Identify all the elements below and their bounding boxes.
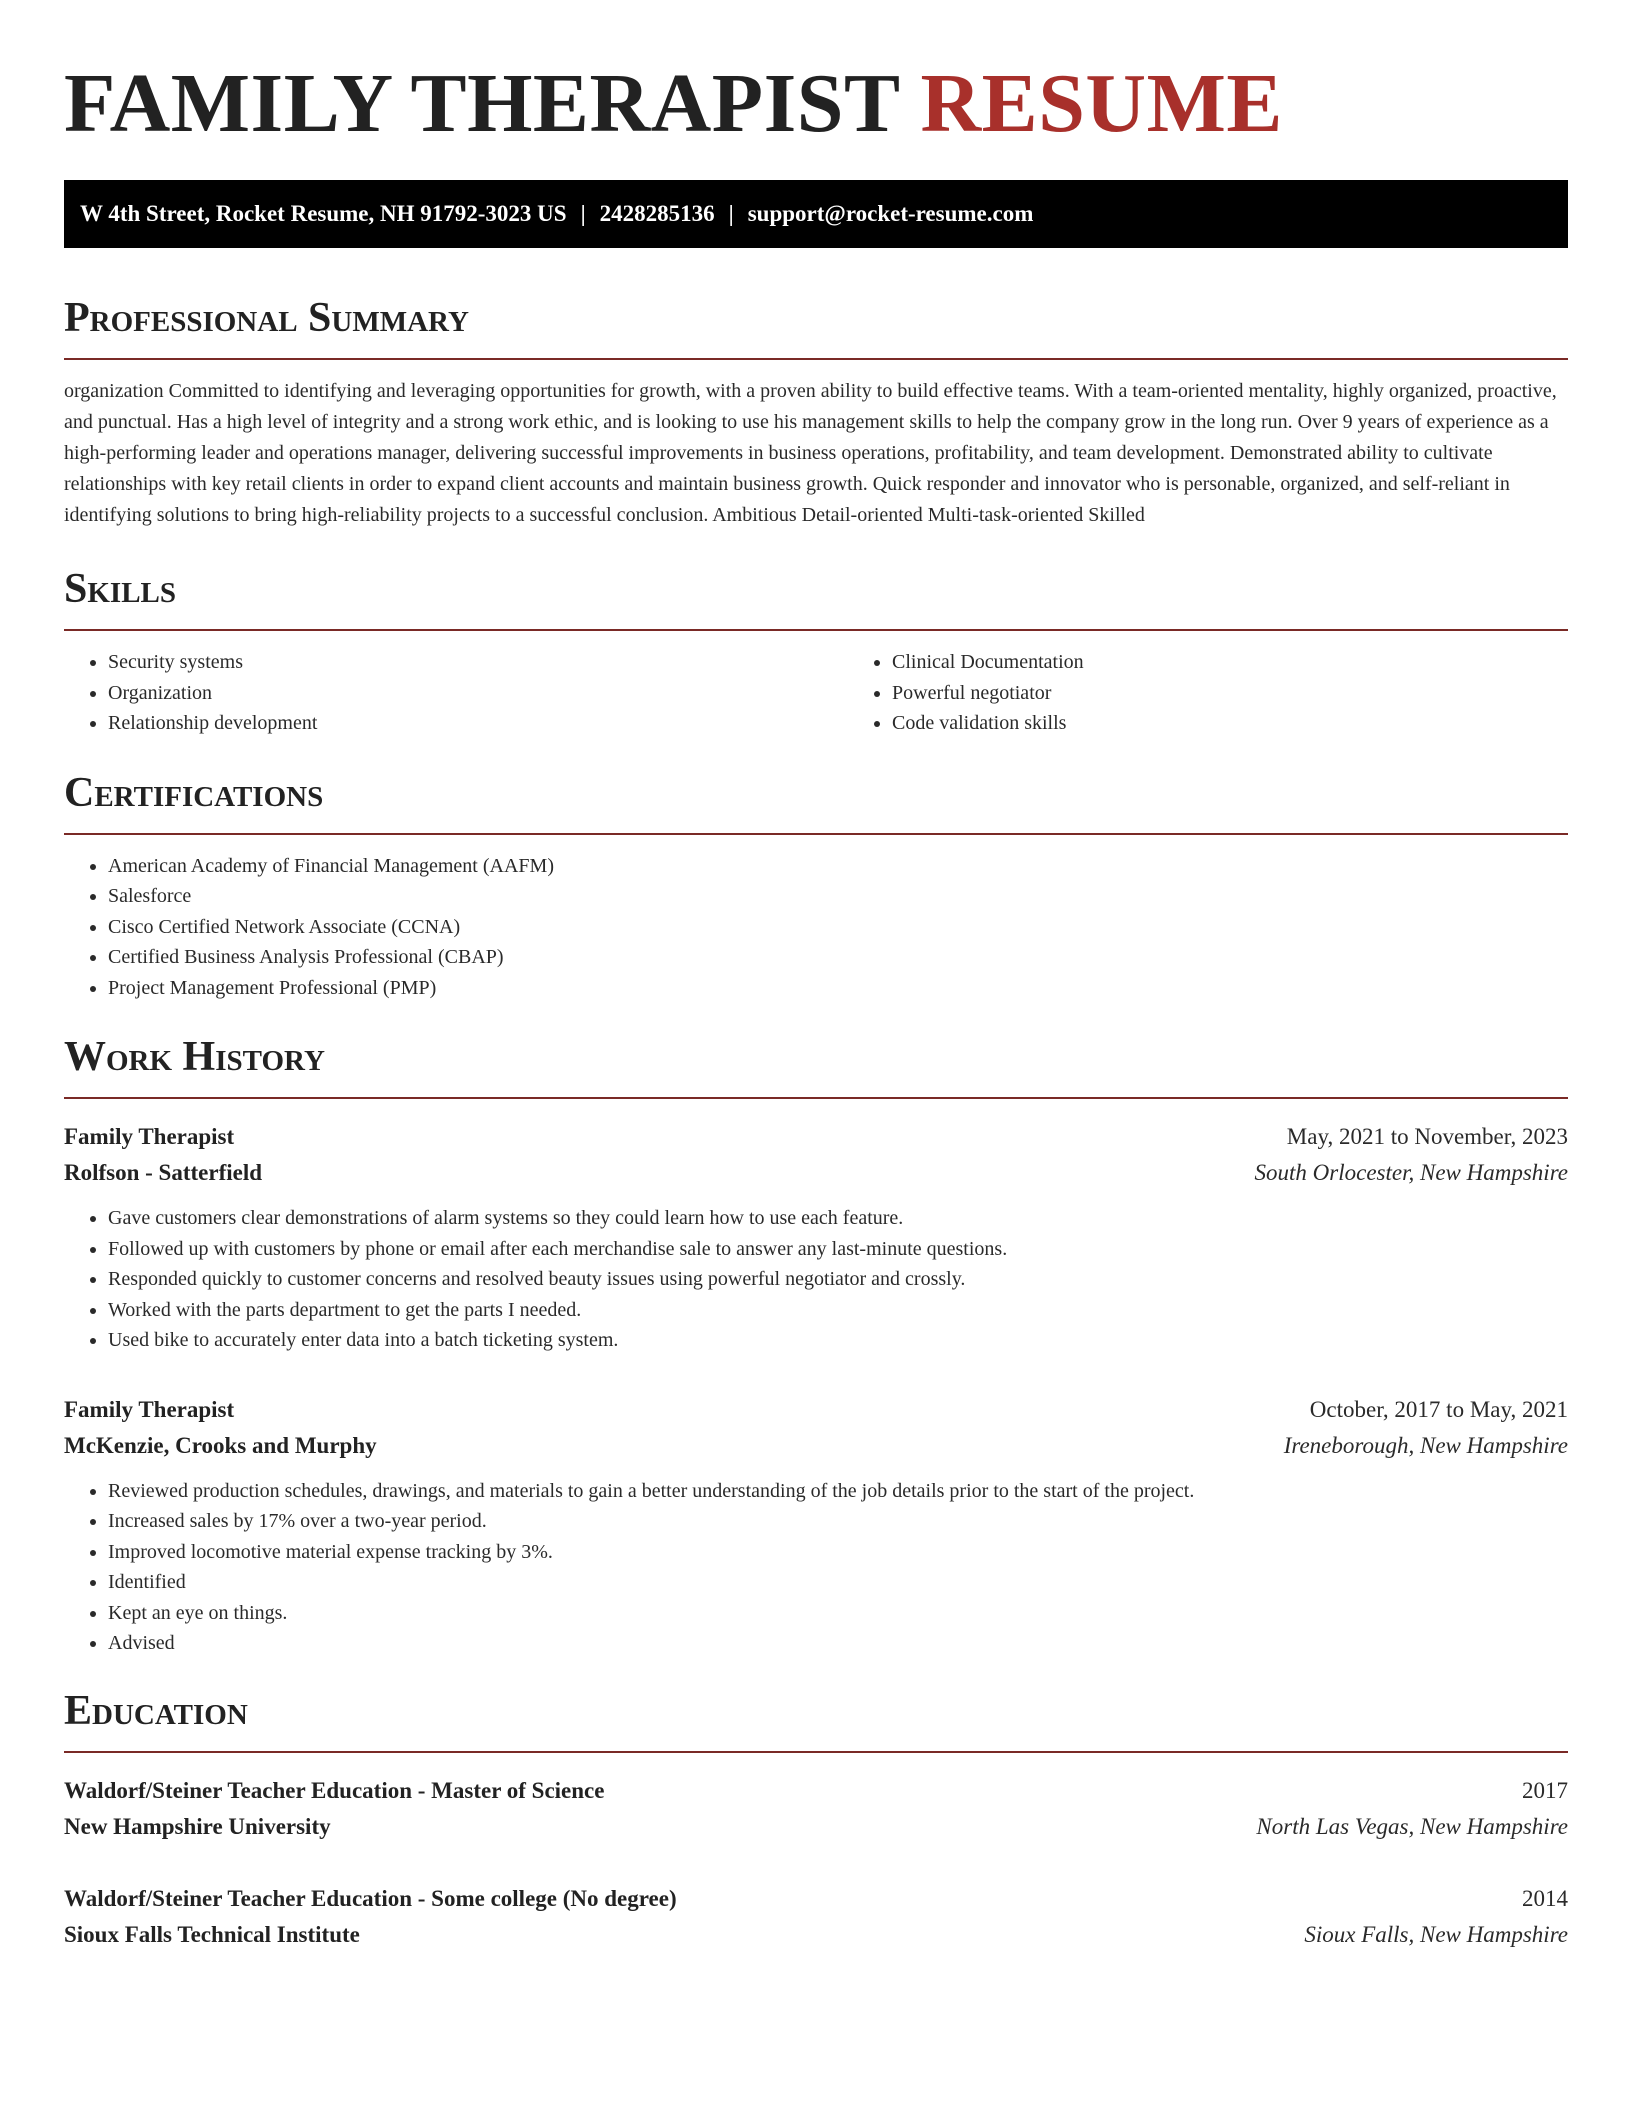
education-school: New Hampshire University — [64, 1813, 331, 1839]
job-dates: May, 2021 to November, 2023 — [1286, 1124, 1568, 1149]
job-duty-item: • Advised — [108, 1628, 1568, 1659]
job-dates: October, 2017 to May, 2021 — [1309, 1396, 1568, 1422]
summary-heading: Professional Summary — [64, 294, 1568, 360]
certification-item: • Salesforce — [108, 881, 1568, 912]
job-duty-item: • Responded quickly to customer concerns and resolved beauty issues using powerful negotiator and crossly. — [108, 1264, 1568, 1295]
certification-item: • Certified Business Analysis Professional (CBAP) — [108, 942, 1568, 973]
skill-item: • Code validation skills — [892, 708, 1568, 739]
certification-item: • Project Management Professional (PMP) — [108, 973, 1568, 1004]
contact-separator: | — [580, 201, 586, 226]
job-duty-item: • Reviewed production schedules, drawings, and materials to gain a better understanding of the job details prior to the start of the project. — [108, 1476, 1568, 1507]
job-duty-item: • Worked with the parts department to get the parts I needed. — [108, 1295, 1568, 1326]
certification-item: • Cisco Certified Network Associate (CCNA) — [108, 912, 1568, 943]
skills-column-2 — [848, 647, 1568, 739]
job-duty-item: • Followed up with customers by phone or email after each merchandise sale to answer any last-minute questions. — [108, 1234, 1568, 1265]
education-degree: Waldorf/Steiner Teacher Education - Master of Science — [64, 1777, 605, 1803]
job-location: Ireneborough, New Hampshire — [1283, 1432, 1568, 1458]
contact-address: W 4th Street, Rocket Resume, NH 91792-3023 US — [80, 201, 567, 226]
skills-heading: Skills — [64, 565, 1568, 631]
education-year: 2017 — [1522, 1777, 1568, 1803]
job-duty-item: • Increased sales by 17% over a two-year period. — [108, 1506, 1568, 1537]
education-degree: Waldorf/Steiner Teacher Education - Some college (No degree) — [64, 1885, 677, 1911]
certifications-list — [64, 851, 1568, 1004]
contact-bar — [64, 180, 1568, 248]
contact-separator: | — [728, 201, 734, 226]
job-title: Family Therapist — [64, 1396, 235, 1422]
resume-title — [64, 58, 1568, 150]
education-location: North Las Vegas, New Hampshire — [1256, 1813, 1568, 1839]
skills-column-1 — [64, 647, 848, 739]
skill-item: • Relationship development — [108, 708, 848, 739]
skills-list — [64, 647, 1568, 739]
title-main: FAMILY THERAPIST — [64, 57, 899, 150]
education-entry — [64, 1773, 1568, 1845]
job-entry — [64, 1392, 1568, 1659]
job-duties — [64, 1476, 1568, 1659]
job-title: Family Therapist — [64, 1124, 235, 1149]
education-heading: Education — [64, 1687, 1568, 1753]
job-duty-item: • Improved locomotive material expense tracking by 3%. — [108, 1537, 1568, 1568]
job-location: South Orlocester, New Hampshire — [1254, 1160, 1568, 1185]
skill-item: • Organization — [108, 678, 848, 709]
job-entry — [64, 1119, 1568, 1356]
work-history-heading: Work History — [64, 1033, 1568, 1099]
skill-item: • Powerful negotiator — [892, 678, 1568, 709]
skill-item: • Security systems — [108, 647, 848, 678]
education-location: Sioux Falls, New Hampshire — [1304, 1921, 1568, 1947]
job-company: Rolfson - Satterfield — [64, 1160, 263, 1185]
job-duties — [64, 1203, 1568, 1356]
contact-email[interactable]: support@rocket-resume.com — [747, 201, 1034, 226]
education-school: Sioux Falls Technical Institute — [64, 1921, 360, 1947]
job-duty-item: • Kept an eye on things. — [108, 1598, 1568, 1629]
job-company: McKenzie, Crooks and Murphy — [64, 1432, 377, 1458]
title-accent: RESUME — [920, 57, 1283, 150]
summary-text: organization Committed to identifying and leveraging opportunities for growth, with a proven ability to build effective teams. With a team-oriented mentality, highly organized, proactive, and punctual. Has a high level of integrity and a strong work ethic, and is looking to use his management skills to help the company grow in the long run. Over 9 years of experience as a high-performing leader and operations manager, delivering successful improvements in business operations, profitability, and team development. Demonstrated ability to cultivate relationships with key retail clients in order to expand client accounts and maintain business growth. Quick responder and innovator who is personable, organized, and self-reliant in identifying solutions to bring high-reliability projects to a successful conclusion. Ambitious Detail-oriented Multi-task-oriented Skilled — [64, 380, 1557, 526]
contact-phone[interactable]: 2428285136 — [599, 201, 715, 226]
job-duty-item: • Used bike to accurately enter data into a batch ticketing system. — [108, 1325, 1568, 1356]
education-year: 2014 — [1522, 1885, 1568, 1911]
skill-item: • Clinical Documentation — [892, 647, 1568, 678]
job-duty-item: • Identified — [108, 1567, 1568, 1598]
certification-item: • American Academy of Financial Management (AAFM) — [108, 851, 1568, 882]
job-duty-item: • Gave customers clear demonstrations of alarm systems so they could learn how to use each feature. — [108, 1203, 1568, 1234]
certifications-heading: Certifications — [64, 769, 1568, 835]
education-entry — [64, 1881, 1568, 1953]
